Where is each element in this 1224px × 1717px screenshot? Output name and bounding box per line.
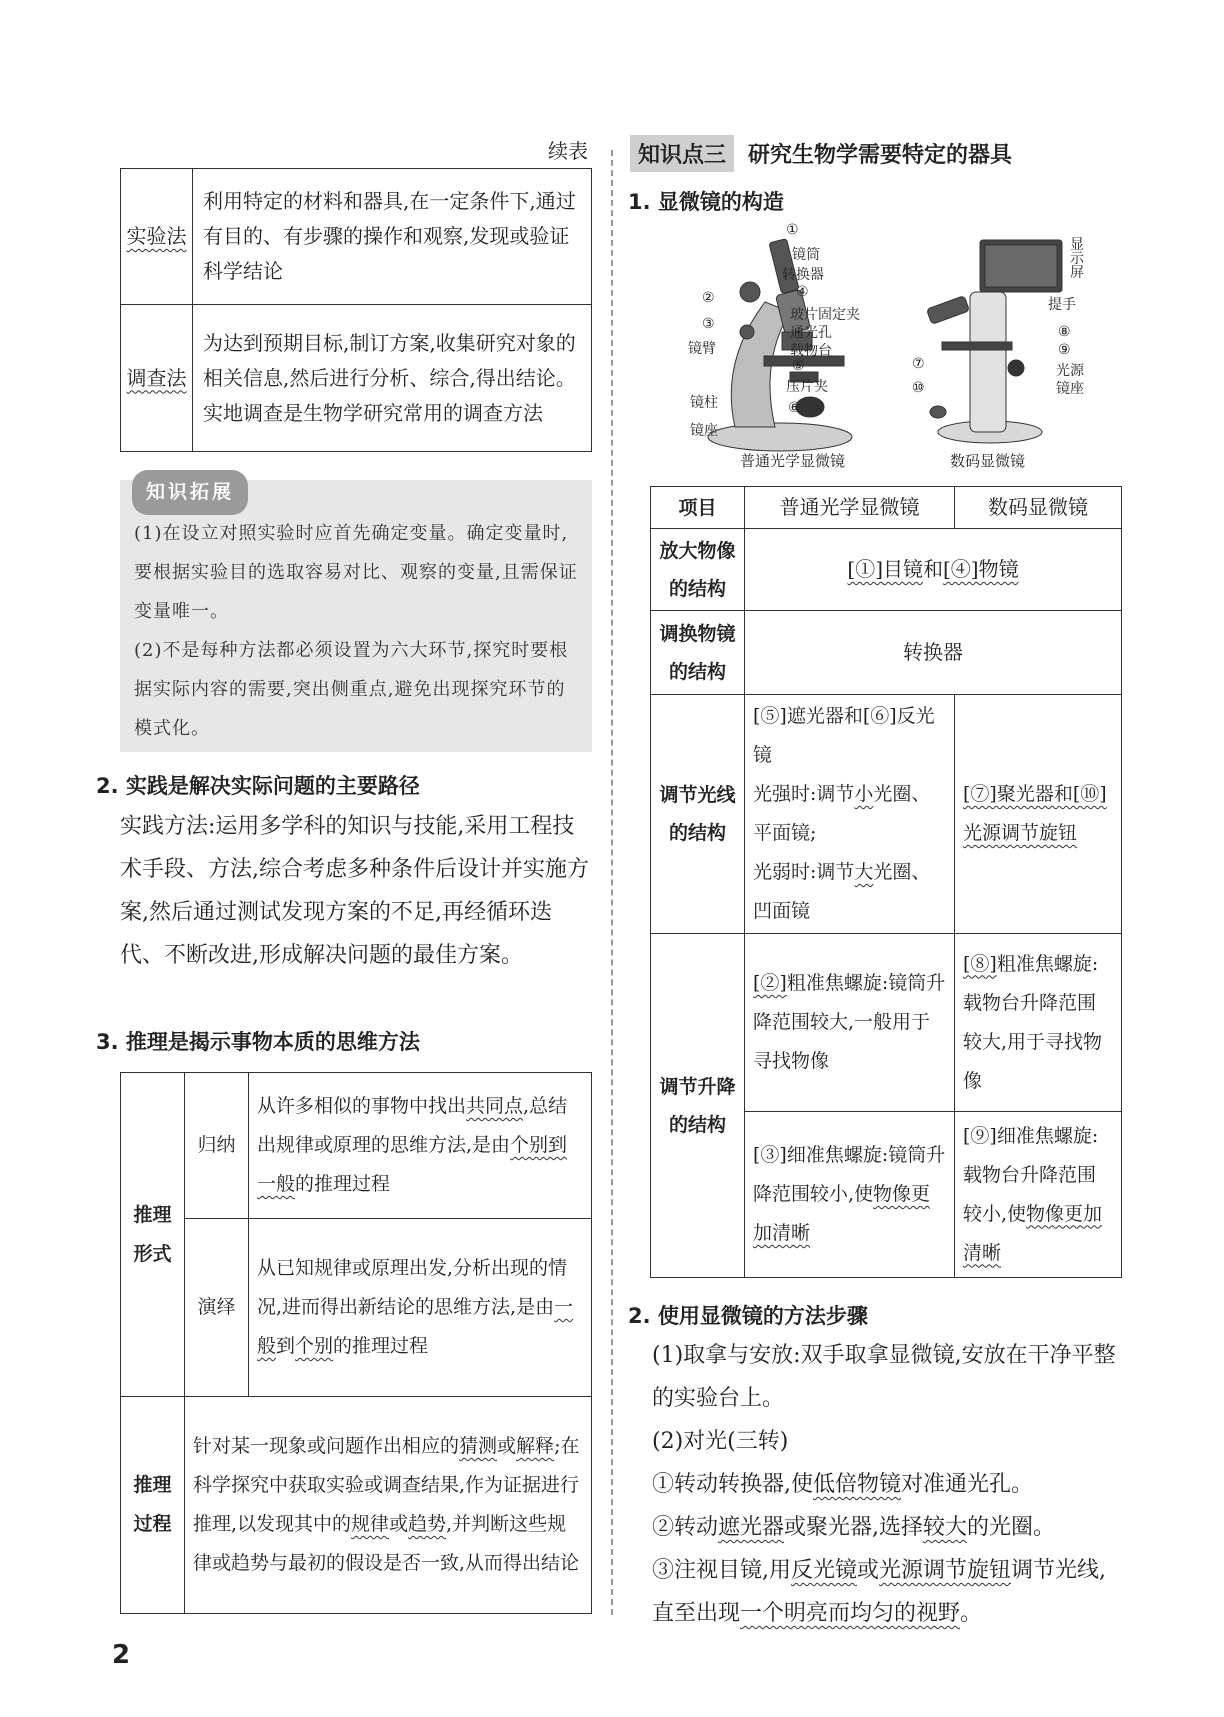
method-label: 调查法	[121, 305, 193, 452]
label-tishou: 提手	[1048, 297, 1076, 313]
table-row	[121, 305, 592, 452]
extension-badge: 知识拓展	[132, 470, 248, 515]
label-jingtong: 镜筒	[792, 247, 820, 263]
step-paragraph: ①转动转换器,使低倍物镜对准通光孔。	[652, 1472, 1034, 1497]
label-bopian: 玻片固定夹	[790, 307, 860, 323]
section-heading: 3. 推理是揭示事物本质的思维方法	[96, 1030, 420, 1054]
table-row	[651, 934, 1122, 1112]
cell-coarse-optical: [②]粗准焦螺旋:镜筒升降范围较大,一般用于寻找物像	[745, 934, 955, 1112]
label-jingzuo: 镜座	[690, 423, 718, 439]
label-guangyuan: 光源	[1056, 363, 1084, 379]
table-header: 项目	[651, 487, 745, 529]
microscope-structure-table	[650, 486, 1122, 1278]
table-row	[651, 611, 1122, 695]
label-jingzhu: 镜柱	[690, 395, 718, 411]
knowledge-point-header	[630, 135, 1012, 172]
row-header: 调节升降的结构	[651, 934, 745, 1278]
methods-table	[120, 168, 592, 452]
step-paragraph: ③注视目镜,用反光镜或光源调节旋钮调节光线,直至出现一个明亮而均匀的视野。	[652, 1558, 1107, 1626]
microscope-figure	[680, 222, 1120, 472]
knowledge-point-title: 研究生物学需要特定的器具	[748, 143, 1013, 168]
extension-paragraph: (2)不是每种方法都必须设置为六大环节,探究时要根据实际内容的需要,突出侧重点,避免出现探究环节的模式化。	[134, 640, 569, 739]
table-row	[121, 1219, 592, 1397]
digital-microscope-drawing	[926, 240, 1062, 443]
step-paragraph: (2)对光(三转)	[652, 1429, 789, 1454]
step-paragraph: ②转动遮光器或聚光器,选择较大的光圈。	[652, 1515, 1056, 1540]
label-zaiwutai: 载物台	[790, 343, 832, 359]
cell-coarse-digital: [⑧]粗准焦螺旋:载物台升降范围较大,用于寻找物像	[955, 934, 1122, 1112]
column-divider	[611, 150, 613, 1615]
label-9: ⑨	[1058, 342, 1071, 358]
method-text: 利用特定的材料和器具,在一定条件下,通过有目的、有步骤的操作和观察,发现或验证科学结论	[193, 169, 592, 305]
label-jingbi: 镜臂	[688, 341, 716, 357]
section-heading: 2. 使用显微镜的方法步骤	[628, 1304, 868, 1328]
label-zhuanhuanqi: 转换器	[782, 267, 824, 283]
induction-label: 归纳	[185, 1073, 249, 1219]
label-4: ④	[796, 284, 809, 300]
continued-label: 续表	[548, 139, 588, 163]
method-label: 实验法	[121, 169, 193, 305]
caption-optical: 普通光学显微镜	[740, 452, 846, 470]
label-6: ⑥	[788, 400, 801, 416]
reasoning-table	[120, 1072, 592, 1614]
row-header: 推理 形式	[121, 1073, 185, 1397]
label-5: ⑤	[792, 358, 805, 374]
table-row	[121, 1397, 592, 1614]
extension-paragraph: (1)在设立对照实验时应首先确定变量。确定变量时,要根据实验目的选取容易对比、观察的变量,且需保证变量唯一。	[134, 523, 578, 622]
table-row	[651, 529, 1122, 611]
cell-light-optical: [⑤]遮光器和[⑥]反光镜 光强时:调节小光圈、平面镜; 光弱时:调节大光圈、凹面镜	[745, 695, 955, 934]
section-heading: 2. 实践是解决实际问题的主要路径	[96, 774, 420, 798]
step-paragraph: (1)取拿与安放:双手取拿显微镜,安放在干净平整的实验台上。	[652, 1343, 1116, 1411]
cell-magnify: [①]目镜和[④]物镜	[745, 529, 1122, 611]
table-header: 数码显微镜	[955, 487, 1122, 529]
label-10: ⑩	[912, 380, 925, 396]
section-body: 实践方法:运用多学科的知识与技能,采用工程技术手段、方法,综合考虑多种条件后设计并实施方案,然后通过测试发现方案的不足,再经循环迭代、不断改进,形成解决问题的最佳方案。	[120, 814, 589, 968]
label-8: ⑧	[1058, 324, 1071, 340]
deduction-text: 从已知规律或原理出发,分析出现的情况,进而得出新结论的思维方法,是由一般到个别的推理过程	[249, 1219, 592, 1397]
label-7: ⑦	[912, 356, 925, 372]
label-3: ③	[702, 316, 715, 332]
label-yapianjia: 压片夹	[786, 379, 828, 395]
table-header: 普通光学显微镜	[745, 487, 955, 529]
cell-fine-optical: [③]细准焦螺旋:镜筒升降范围较小,使物像更加清晰	[745, 1112, 955, 1278]
row-header: 调节光线的结构	[651, 695, 745, 934]
cell-nosepiece: 转换器	[745, 611, 1122, 695]
knowledge-point-tag: 知识点三	[630, 135, 734, 172]
row-header: 推理 过程	[121, 1397, 185, 1614]
caption-digital: 数码显微镜	[950, 452, 1026, 470]
microscope-illustration	[680, 232, 1120, 472]
cell-fine-digital: [⑨]细准焦螺旋:载物台升降范围较小,使物像更加清晰	[955, 1112, 1122, 1278]
label-xianshiping: 显示屏	[1070, 237, 1084, 281]
process-text: 针对某一现象或问题作出相应的猜测或解释;在科学探究中获取实验或调查结果,作为证据进行推理,以发现其中的规律或趋势,并判断这些规律或趋势与最初的假设是否一致,从而得出结论	[185, 1397, 592, 1614]
table-row	[121, 1073, 592, 1219]
row-header: 放大物像的结构	[651, 529, 745, 611]
induction-text: 从许多相似的事物中找出共同点,总结出规律或原理的思维方法,是由个别到一般的推理过程	[249, 1073, 592, 1219]
knowledge-extension-box	[120, 480, 592, 752]
table-row	[121, 169, 592, 305]
steps-body	[652, 1334, 1124, 1635]
page-number: 2	[112, 1640, 131, 1670]
method-text: 为达到预期目标,制订方案,收集研究对象的相关信息,然后进行分析、综合,得出结论。实地调查是生物学研究常用的调查方法	[193, 305, 592, 452]
section-heading: 1. 显微镜的构造	[628, 190, 784, 214]
table-row	[651, 695, 1122, 934]
label-jingzuo-2: 镜座	[1056, 381, 1084, 397]
cell-light-digital: [⑦]聚光器和[⑩]光源调节旋钮	[955, 695, 1122, 934]
label-1: ①	[786, 222, 799, 238]
row-header: 调换物镜的结构	[651, 611, 745, 695]
deduction-label: 演绎	[185, 1219, 249, 1397]
label-tongguangkong: 通光孔	[790, 325, 832, 341]
label-2: ②	[702, 290, 715, 306]
table-row	[651, 487, 1122, 529]
